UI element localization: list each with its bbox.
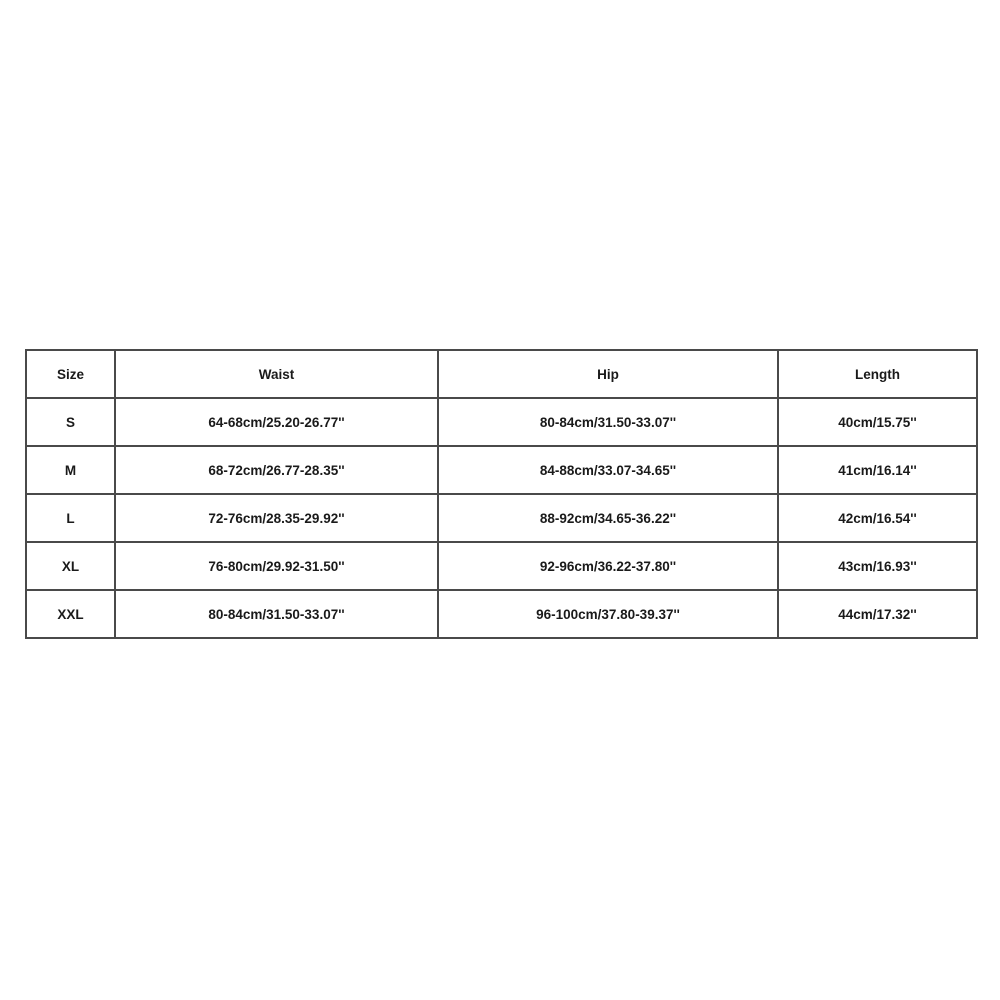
table-row — [26, 590, 977, 638]
header-length: Length — [778, 350, 977, 398]
header-hip: Hip — [438, 350, 778, 398]
size-chart — [25, 349, 976, 639]
cell-size: XXL — [26, 590, 115, 638]
cell-length: 41cm/16.14'' — [778, 446, 977, 494]
header-waist: Waist — [115, 350, 438, 398]
cell-size: XL — [26, 542, 115, 590]
table-row — [26, 398, 977, 446]
cell-hip: 88-92cm/34.65-36.22'' — [438, 494, 778, 542]
cell-length: 42cm/16.54'' — [778, 494, 977, 542]
size-chart-table — [25, 349, 978, 639]
cell-size: S — [26, 398, 115, 446]
table-row — [26, 542, 977, 590]
header-size: Size — [26, 350, 115, 398]
cell-hip: 92-96cm/36.22-37.80'' — [438, 542, 778, 590]
table-row — [26, 446, 977, 494]
cell-size: M — [26, 446, 115, 494]
cell-hip: 80-84cm/31.50-33.07'' — [438, 398, 778, 446]
table-header-row — [26, 350, 977, 398]
cell-waist: 72-76cm/28.35-29.92'' — [115, 494, 438, 542]
cell-hip: 96-100cm/37.80-39.37'' — [438, 590, 778, 638]
cell-waist: 68-72cm/26.77-28.35'' — [115, 446, 438, 494]
cell-length: 43cm/16.93'' — [778, 542, 977, 590]
cell-hip: 84-88cm/33.07-34.65'' — [438, 446, 778, 494]
cell-waist: 64-68cm/25.20-26.77'' — [115, 398, 438, 446]
cell-length: 44cm/17.32'' — [778, 590, 977, 638]
cell-length: 40cm/15.75'' — [778, 398, 977, 446]
cell-waist: 76-80cm/29.92-31.50'' — [115, 542, 438, 590]
table-row — [26, 494, 977, 542]
cell-waist: 80-84cm/31.50-33.07'' — [115, 590, 438, 638]
cell-size: L — [26, 494, 115, 542]
